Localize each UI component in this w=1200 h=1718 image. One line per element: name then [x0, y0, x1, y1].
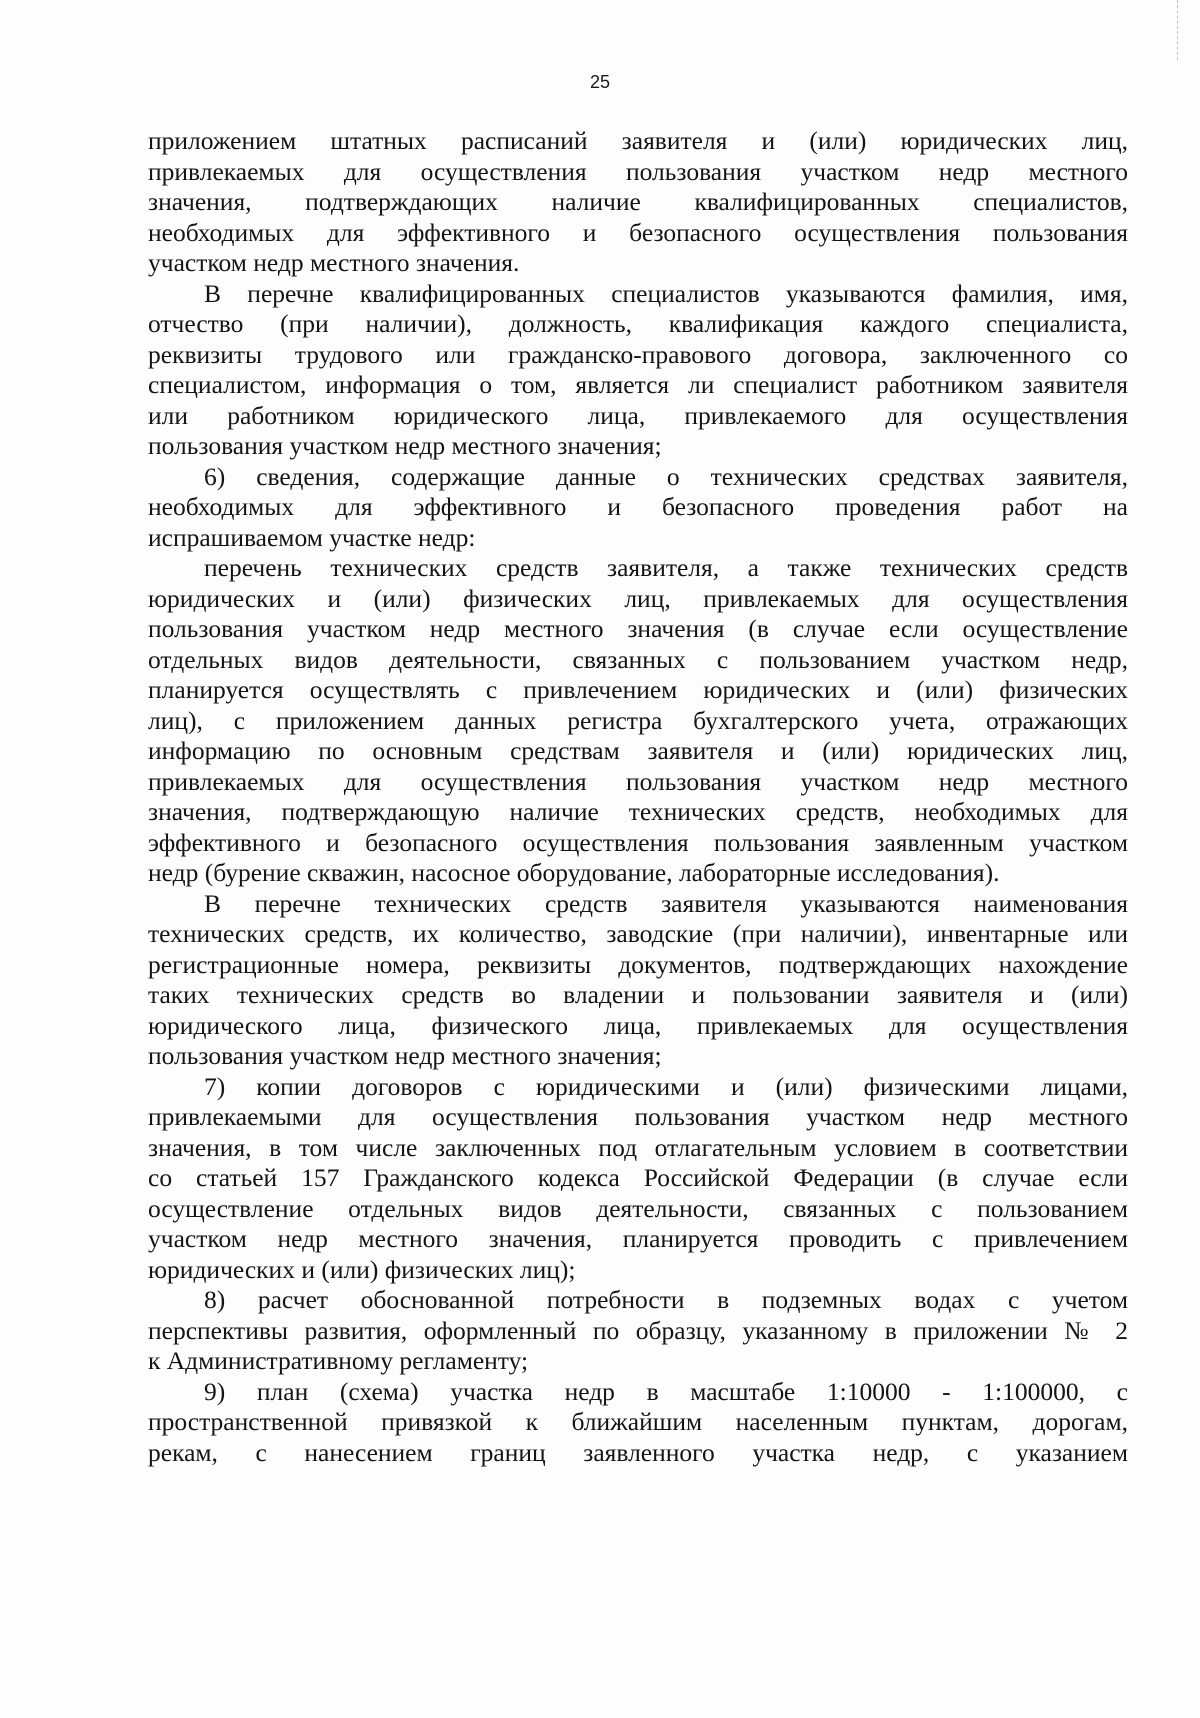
text-line: 7) копии договоров с юридическими и (или) физическими лицами, [204, 1071, 1128, 1101]
text-line: привлекаемых для осуществления пользования участком недр местного [148, 156, 1128, 186]
text-line: осуществление отдельных видов деятельности, связанных с пользованием [148, 1193, 1128, 1223]
text-line: В перечне квалифицированных специалистов указываются фамилия, имя, [204, 278, 1128, 308]
text-line: со статьей 157 Гражданского кодекса Российской Федерации (в случае если [148, 1163, 1128, 1192]
text-line: эффективного и безопасного осуществления пользования заявленным участком [148, 827, 1128, 857]
text-line: участком недр местного значения. [148, 248, 520, 277]
text-line: перечень технических средств заявителя, а также технических средств [204, 553, 1128, 582]
text-line: недр (бурение скважин, насосное оборудование, лабораторные исследования). [148, 858, 1000, 887]
text-line: технических средств, их количество, заводские (при наличии), инвентарные или [148, 919, 1128, 948]
text-line: пользования участком недр местного значения; [148, 431, 662, 460]
text-line: регистрационные номера, реквизиты документов, подтверждающих нахождение [148, 949, 1128, 979]
text-line: пользования участком недр местного значения; [148, 1041, 662, 1070]
text-line: реквизиты трудового или гражданско-правового договора, заключенного со [148, 339, 1128, 369]
text-line: или работником юридического лица, привлекаемого для осуществления [148, 400, 1128, 430]
text-line: специалистом, информация о том, является ли специалист работником заявителя [148, 370, 1128, 399]
text-line: значения, в том числе заключенных под отлагательным условием в соответствии [148, 1132, 1128, 1162]
text-line: приложением штатных расписаний заявителя и (или) юридических лиц, [148, 126, 1128, 155]
text-line: отчество (при наличии), должность, квалификация каждого специалиста, [148, 309, 1128, 338]
text-line: значения, подтверждающих наличие квалифицированных специалистов, [148, 187, 1128, 216]
text-line: пользования участком недр местного значения (в случае если осуществление [148, 614, 1128, 643]
text-line: рекам, с нанесением границ заявленного участка недр, с указанием [148, 1437, 1128, 1467]
page-number: 25 [589, 72, 611, 92]
text-line: пространственной привязкой к ближайшим населенным пунктам, дорогам, [148, 1407, 1128, 1436]
text-line: 6) сведения, содержащие данные о технических средствах заявителя, [204, 461, 1128, 491]
text-line: таких технических средств во владении и пользовании заявителя и (или) [148, 980, 1128, 1009]
text-line: перспективы развития, оформленный по образцу, указанному в приложении № 2 [148, 1315, 1128, 1345]
text-line: испрашиваемом участке недр: [148, 522, 476, 552]
document-body [148, 126, 1128, 1468]
text-line: необходимых для эффективного и безопасного проведения работ на [148, 492, 1128, 521]
text-line: юридических и (или) физических лиц); [148, 1254, 576, 1284]
text-line: информацию по основным средствам заявителя и (или) юридических лиц, [148, 736, 1128, 765]
text-line: планируется осуществлять с привлечением юридических и (или) физических [148, 675, 1128, 704]
text-line: отдельных видов деятельности, связанных с пользованием участком недр, [148, 644, 1128, 674]
text-line: к Административному регламенту; [148, 1346, 529, 1375]
text-line: юридического лица, физического лица, привлекаемых для осуществления [148, 1010, 1128, 1040]
text-line: лиц), с приложением данных регистра бухгалтерского учета, отражающих [148, 705, 1128, 735]
text-line: необходимых для эффективного и безопасного осуществления пользования [148, 217, 1128, 247]
text-line: 8) расчет обоснованной потребности в подземных водах с учетом [204, 1285, 1128, 1314]
text-line: значения, подтверждающую наличие технических средств, необходимых для [148, 797, 1128, 826]
text-line: 9) план (схема) участка недр в масштабе 1:10000 - 1:100000, с [204, 1376, 1128, 1406]
text-line: участком недр местного значения, планируется проводить с привлечением [148, 1224, 1128, 1253]
text-line: привлекаемых для осуществления пользования участком недр местного [148, 766, 1128, 796]
text-line: привлекаемыми для осуществления пользования участком недр местного [148, 1102, 1128, 1131]
text-line: юридических и (или) физических лиц, привлекаемых для осуществления [148, 583, 1128, 613]
scan-edge-mark [1177, 0, 1200, 60]
text-line: В перечне технических средств заявителя указываются наименования [204, 888, 1128, 918]
